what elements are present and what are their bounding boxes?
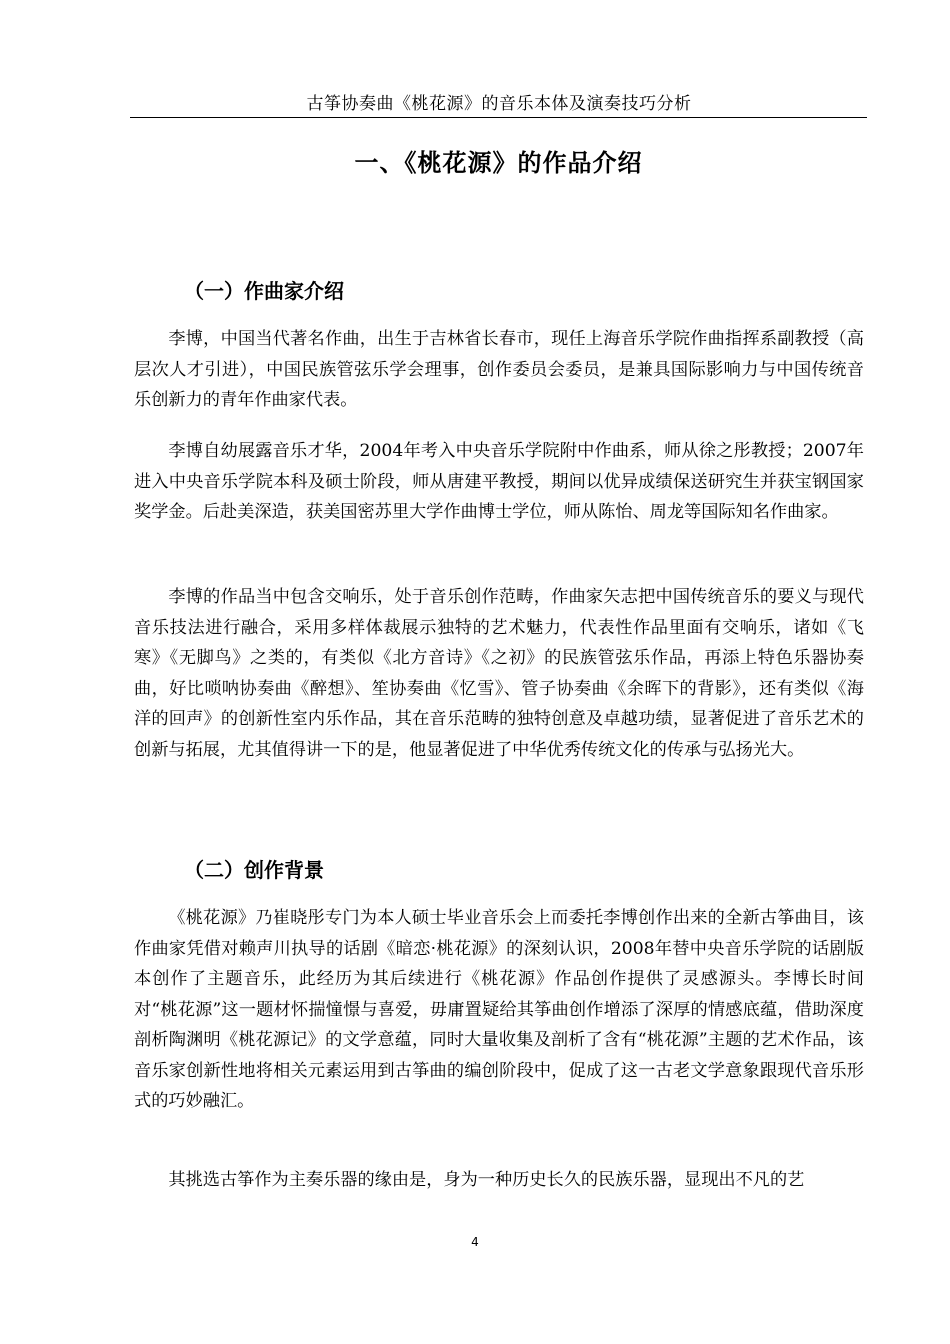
- running-header-title: 古筝协奏曲《桃花源》的音乐本体及演奏技巧分析: [306, 94, 692, 114]
- section-heading-composer: （一）作曲家介绍: [184, 279, 344, 303]
- section-heading-background: （二）创作背景: [184, 858, 324, 882]
- page-number: 4: [471, 1235, 479, 1249]
- header-divider: [130, 117, 867, 118]
- paragraph-composer-works: 李博的作品当中包含交响乐，处于音乐创作范畴，作曲家矢志把中国传统音乐的要义与现代音乐技法进行融合，采用多样体裁展示独特的艺术魅力，代表性作品里面有交响乐，诸如《飞寒》《无脚鸟》之类的，有类似《北方音诗》《之初》的民族管弦乐作品，再添上特色乐器协奏曲，好比唢呐协奏曲《醉想》、笙协奏曲《忆雪》、管子协奏曲《余晖下的背影》，还有类似《海洋的回声》的创新性室内乐作品，其在音乐范畴的独特创意及卓越功绩，显著促进了音乐艺术的创新与拓展，尤其值得讲一下的是，他显著促进了中华优秀传统文化的传承与弘扬光大。: [134, 587, 864, 760]
- chapter-title: 一、《桃花源》的作品介绍: [354, 149, 643, 177]
- paragraph-composer-education: 李博自幼展露音乐才华，2004年考入中央音乐学院附中作曲系，师从徐之彤教授；2007年进入中央音乐学院本科及硕士阶段，师从唐建平教授，期间以优异成绩保送研究生并获宝钢国家奖学金。后赴美深造，获美国密苏里大学作曲博士学位，师从陈怡、周龙等国际知名作曲家。: [134, 441, 864, 522]
- paragraph-composer-bio: 李博，中国当代著名作曲，出生于吉林省长春市，现任上海音乐学院作曲指挥系副教授（高层次人才引进），中国民族管弦乐学会理事，创作委员会委员，是兼具国际影响力与中国传统音乐创新力的青年作曲家代表。: [134, 329, 864, 410]
- paragraph-creation-background: 《桃花源》乃崔晓彤专门为本人硕士毕业音乐会上而委托李博创作出来的全新古筝曲目，该作曲家凭借对赖声川执导的话剧《暗恋·桃花源》的深刻认识，2008年替中央音乐学院的话剧版本创作了主题音乐，此经历为其后续进行《桃花源》作品创作提供了灵感源头。李博长时间对“桃花源”这一题材怀揣憧憬与喜爱，毋庸置疑给其筝曲创作增添了深厚的情感底蕴，借助深度剖析陶渊明《桃花源记》的文学意蕴，同时大量收集及剖析了含有“桃花源”主题的艺术作品，该音乐家创新性地将相关元素运用到古筝曲的编创阶段中，促成了这一古老文学意象跟现代音乐形式的巧妙融汇。: [134, 908, 864, 1111]
- paragraph-instrument-choice: 其挑选古筝作为主奏乐器的缘由是，身为一种历史长久的民族乐器，显现出不凡的艺: [168, 1170, 805, 1190]
